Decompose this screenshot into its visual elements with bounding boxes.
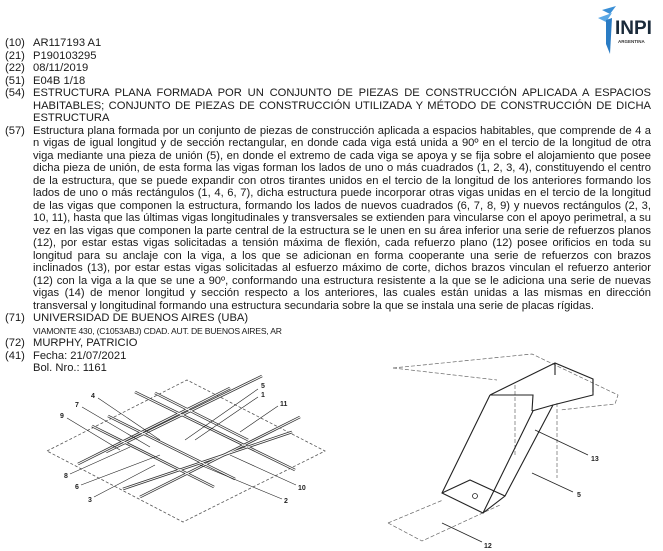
- label-5: 5: [261, 383, 265, 390]
- field-code: (71): [5, 312, 25, 324]
- svg-text:INPI: INPI: [615, 18, 652, 39]
- field-code: (41): [5, 349, 25, 362]
- label-6: 6: [75, 484, 79, 491]
- patent-bibliographic-data: [5, 37, 651, 375]
- field-publication: [5, 37, 651, 50]
- inventor: MURPHY, PATRICIO: [33, 337, 138, 349]
- field-applicant-address: [5, 325, 651, 338]
- applicant: UNIVERSIDAD DE BUENOS AIRES (UBA): [33, 312, 249, 324]
- abstract: Estructura plana formada por un conjunto de piezas de construcción aplicada a espacios habitables, que comprende de 4 a n vigas de igual longitud y de sección rectangular, en donde cada viga está unida a 90º en el tercio de la longitud de otra viga mediante una pieza de unión (5), en donde el extremo de cada viga se apoya y se fija sobre el alojamiento que posee dicha pieza de unión, de esta forma las vigas forman los lados de uno o más cuadrados (1, 2, 3, 4), constituyendo el centro de la estructura, que se puede expandir con otros tirantes unidos en el tercio de la longitud de los anteriores formando los lados de uno o más rectángulos (1, 4, 6, 7), dicha estructura puede incorporar otras vigas unidas en el tercio de la longitud de las vigas que componen la estructura, formando los lados de nuevos cuadrados (6, 7, 8, 9) y nuevos rectángulos (2, 3, 10, 11), hasta que las últimas vigas longitudinales y transversales se extienden para vincularse con el apoyo perimetral, a su vez en las vigas que componen la parte central de la estructura se le unen en su área inferior una serie de refuerzos planos (12), por estar estas vigas solicitadas a tensión máxima de flexión, cada refuerzo plano (12) posee orificios en toda su longitud para su anclaje con la viga, a los que se adicionan en forma cooperante una serie de refuerzos con brazos inclinados (13), por estar estas vigas solicitadas al esfuerzo máximo de corte, dichos brazos vinculan el refuerzo anterior (12) con la viga a la que se une a 90º, conformando una estructura resistente a la que se le adiciona una serie de nuevas vigas (14) de menor longitud y sección respecto a los anteriores, las cuales están unidas a las mismas en dirección transversal y longitudinal formando una estructura secundaria sobre la que se instala una serie de placas rígidas.: [33, 124, 651, 312]
- label-10: 10: [298, 485, 306, 492]
- field-code: (72): [5, 337, 25, 349]
- field-code: (57): [5, 124, 25, 137]
- bulletin-number: Bol. Nro.: 1161: [33, 362, 107, 374]
- field-filing-date: [5, 62, 651, 75]
- field-code: (21): [5, 49, 25, 62]
- label-2: 2: [284, 498, 288, 505]
- label-9: 9: [60, 413, 64, 420]
- filing-date: 08/11/2019: [33, 62, 89, 74]
- publication-number: AR117193 A1: [33, 37, 102, 49]
- svg-text:ARGENTINA: ARGENTINA: [618, 39, 645, 44]
- field-applicant: [5, 312, 651, 325]
- label-4: 4: [91, 393, 95, 400]
- classification: E04B 1/18: [33, 74, 86, 87]
- field-code: (22): [5, 62, 25, 74]
- field-abstract: [5, 125, 651, 313]
- label-1: 1: [261, 392, 265, 399]
- field-code: (51): [5, 74, 25, 87]
- field-code: (10): [5, 37, 25, 49]
- patent-title: ESTRUCTURA PLANA FORMADA POR UN CONJUNTO DE PIEZAS DE CONSTRUCCIÓN APLICADA A ESPACIOS HABITABLES; CONJUNTO DE PIEZAS DE CONSTRUCCIÓN UTILIZADA Y MÉTODO DE CONSTRUCCIÓN DE DICHA ESTRUCTURA: [33, 87, 651, 124]
- figure-joint-piece: [340, 340, 663, 551]
- field-application: [5, 50, 651, 63]
- applicant-address: VIAMONTE 430, (C1053ABJ) CDAD. AUT. DE BUENOS AIRES, AR: [33, 325, 282, 336]
- label-8: 8: [64, 473, 68, 480]
- label-7: 7: [75, 402, 79, 409]
- application-number: P190103295: [33, 49, 97, 62]
- label-13: 13: [591, 456, 599, 463]
- label-11: 11: [280, 401, 288, 408]
- field-classification: [5, 75, 651, 88]
- label-3: 3: [88, 497, 92, 504]
- figure-beam-grid: [0, 360, 340, 540]
- publication-date: Fecha: 21/07/2021: [33, 349, 127, 362]
- label-5: 5: [577, 492, 581, 499]
- field-title: [5, 87, 651, 125]
- field-code: (54): [5, 87, 25, 99]
- label-12: 12: [484, 543, 492, 550]
